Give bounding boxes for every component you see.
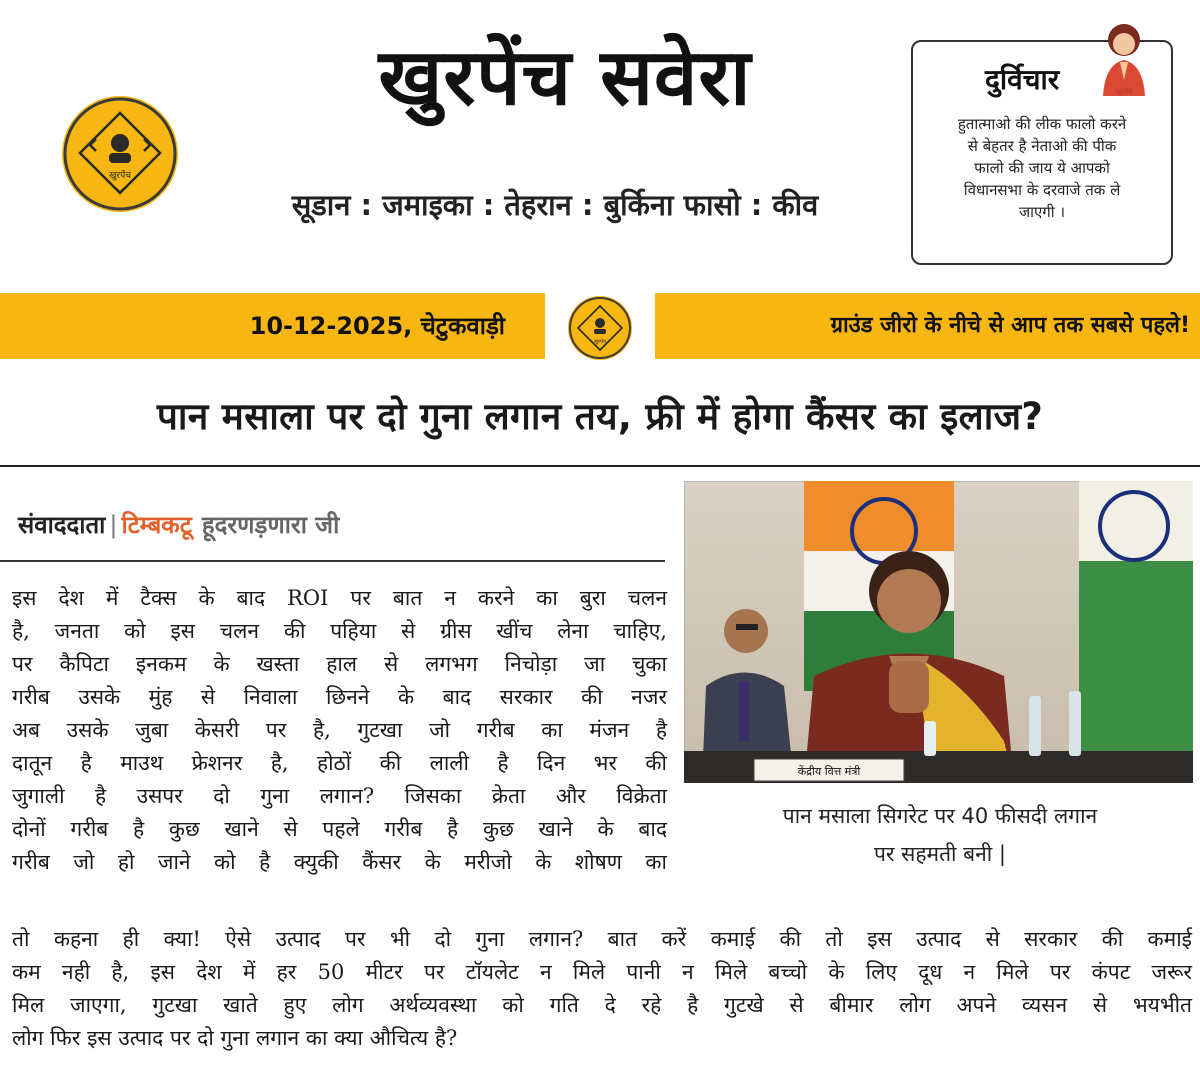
body-line: गरीब जो हो जाने को है क्युकी कैंसर के मरीजो के शोषण का (12, 850, 667, 874)
byline-separator: | (109, 511, 118, 539)
byline-name: हूदरणड़णारा जी (201, 511, 340, 539)
khurpench-logo (52, 95, 188, 213)
durvichar-line: फालो की जाय ये आपको (974, 159, 1110, 177)
photo-caption (690, 797, 1190, 873)
logo-label: खुरपेंच (109, 171, 131, 181)
body-line: गरीब उसके मुंह से निवाला छिनने के बाद सरकार की नजर (12, 685, 667, 709)
masthead-title: खुरपेंच सवेरा (378, 33, 752, 123)
body-line: जुगाली है उसपर दो गुना लगान? जिसका क्रेता और विक्रेता (12, 784, 667, 808)
body-line: तो कहना ही क्या! ऐसे उत्पाद पर भी दो गुना लगान? बात करें कमाई की तो इस उत्पाद से सरकार की कमाई (12, 927, 1192, 951)
tagline: ग्राउंड जीरो के नीचे से आप तक सबसे पहले! (830, 313, 1190, 338)
body-line: दातून है माउथ फ्रेशनर है, होठों की लाली है दिन भर की (12, 751, 667, 775)
byline-rule (0, 560, 665, 562)
durvichar-figure-label: खुरपेंच (1115, 88, 1133, 96)
body-line: कम नही है, इस देश में हर 50 मीटर पर टॉयलेट न मिले पानी न मिले बच्चो के लिए दूध न मिले पर कंपट जरूर (12, 960, 1192, 984)
body-line: मिल जाएगा, गुटखा खाते हुए लोग अर्थव्यवस्था को गति दे रहे है गुटखे से बीमार लोग अपने व्यसन से भयभीत (12, 993, 1192, 1017)
logo-badge-icon (566, 294, 634, 362)
article-photo (684, 481, 1193, 783)
body-line: है, जनता को इस चलन की पहिया से ग्रीस खींच लेना चाहिए, (12, 619, 667, 643)
durvichar-line: हुतात्माओ की लीक फालो करने (957, 115, 1127, 133)
headline: पान मसाला पर दो गुना लगान तय, फ्री में होगा कैंसर का इलाज? (156, 395, 1044, 438)
badge-label: खुरपेंच (593, 339, 607, 345)
dateline: 10-12-2025, चेटुकवाड़ी (249, 312, 505, 340)
photo-nameplate: केंद्रीय वित्त मंत्री (797, 765, 861, 778)
body-line: इस देश में टैक्स के बाद ROI पर बात न करने का बुरा चलन (12, 586, 667, 610)
durvichar-line: जाएगी । (1018, 203, 1066, 221)
masthead-cities: सूडान : जमाइका : तेहरान : बुर्किना फासो : कीव (291, 188, 819, 222)
caption-line-1: पान मसाला सिगरेट पर 40 फीसदी लगान (782, 804, 1098, 828)
article-body-column (12, 582, 667, 879)
byline (18, 508, 339, 541)
byline-label: संवाददाता (18, 511, 106, 539)
byline-place: टिम्बकटू (121, 511, 192, 539)
durvichar-line: विधानसभा के दरवाजे तक ले (963, 181, 1121, 199)
body-line: दोनों गरीब है कुछ खाने से पहले गरीब है कुछ खाने के बाद (12, 817, 667, 841)
headline-rule (0, 465, 1200, 467)
durvichar-title: दुर्विचार (985, 63, 1060, 96)
caption-line-2: पर सहमती बनी | (873, 842, 1007, 866)
body-line: लोग फिर इस उत्पाद पर दो गुना लगान का क्या औचित्य है? (12, 1026, 458, 1050)
body-line: पर कैपिटा इनकम के खस्ता हाल से लगभग निचोड़ा जा चुका (12, 652, 667, 676)
article-body-full (12, 923, 1192, 1055)
durvichar-quote (922, 113, 1162, 223)
durvichar-line: से बेहतर है नेताओ की पीक (967, 137, 1117, 155)
body-line: अब उसके जुबा केसरी पर है, गुटखा जो गरीब का मंजन है (12, 718, 667, 742)
praying-woman-illustration (1093, 18, 1155, 98)
flag-right (1079, 481, 1193, 761)
